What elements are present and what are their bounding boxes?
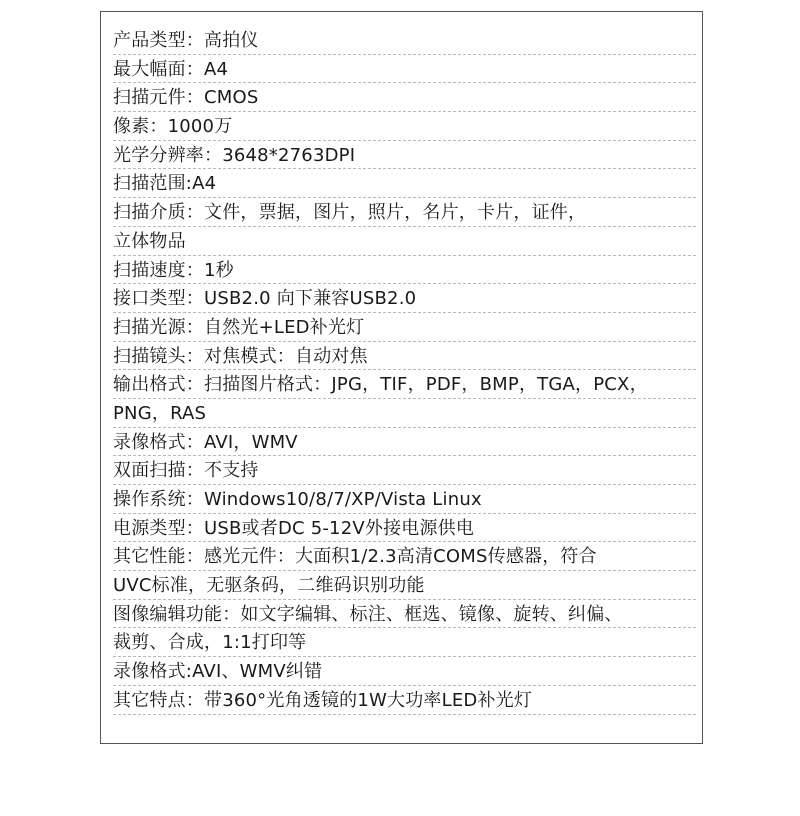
spec-line: 输出格式：扫描图片格式：JPG，TIF，PDF，BMP，TGA，PCX，	[113, 370, 696, 399]
spec-list	[113, 26, 696, 715]
spec-line: 操作系统：Windows10/8/7/XP/Vista Linux	[113, 485, 696, 514]
spec-line: 录像格式：AVI，WMV	[113, 428, 696, 457]
spec-line: 产品类型：高拍仪	[113, 26, 696, 55]
spec-line: 裁剪、合成，1:1打印等	[113, 628, 696, 657]
spec-line: 录像格式:AVI、WMV纠错	[113, 657, 696, 686]
spec-line: 最大幅面：A4	[113, 55, 696, 84]
spec-line: PNG，RAS	[113, 399, 696, 428]
spec-line: UVC标准，无驱条码，二维码识别功能	[113, 571, 696, 600]
spec-line: 立体物品	[113, 227, 696, 256]
spec-line: 扫描元件：CMOS	[113, 83, 696, 112]
spec-line: 接口类型：USB2.0 向下兼容USB2.0	[113, 284, 696, 313]
spec-line: 扫描镜头：对焦模式：自动对焦	[113, 342, 696, 371]
spec-line: 电源类型：USB或者DC 5-12V外接电源供电	[113, 514, 696, 543]
spec-line: 光学分辨率：3648*2763DPI	[113, 141, 696, 170]
spec-line: 像素：1000万	[113, 112, 696, 141]
spec-line: 其它特点：带360°光角透镜的1W大功率LED补光灯	[113, 686, 696, 715]
spec-line: 扫描光源：自然光+LED补光灯	[113, 313, 696, 342]
spec-sheet-frame	[100, 11, 703, 744]
spec-line: 图像编辑功能：如文字编辑、标注、框选、镜像、旋转、纠偏、	[113, 600, 696, 629]
spec-line: 扫描范围:A4	[113, 169, 696, 198]
spec-line: 扫描速度：1秒	[113, 256, 696, 285]
spec-line: 双面扫描：不支持	[113, 456, 696, 485]
spec-line: 其它性能：感光元件：大面积1/2.3高清COMS传感器，符合	[113, 542, 696, 571]
spec-line: 扫描介质：文件，票据，图片，照片，名片，卡片，证件，	[113, 198, 696, 227]
